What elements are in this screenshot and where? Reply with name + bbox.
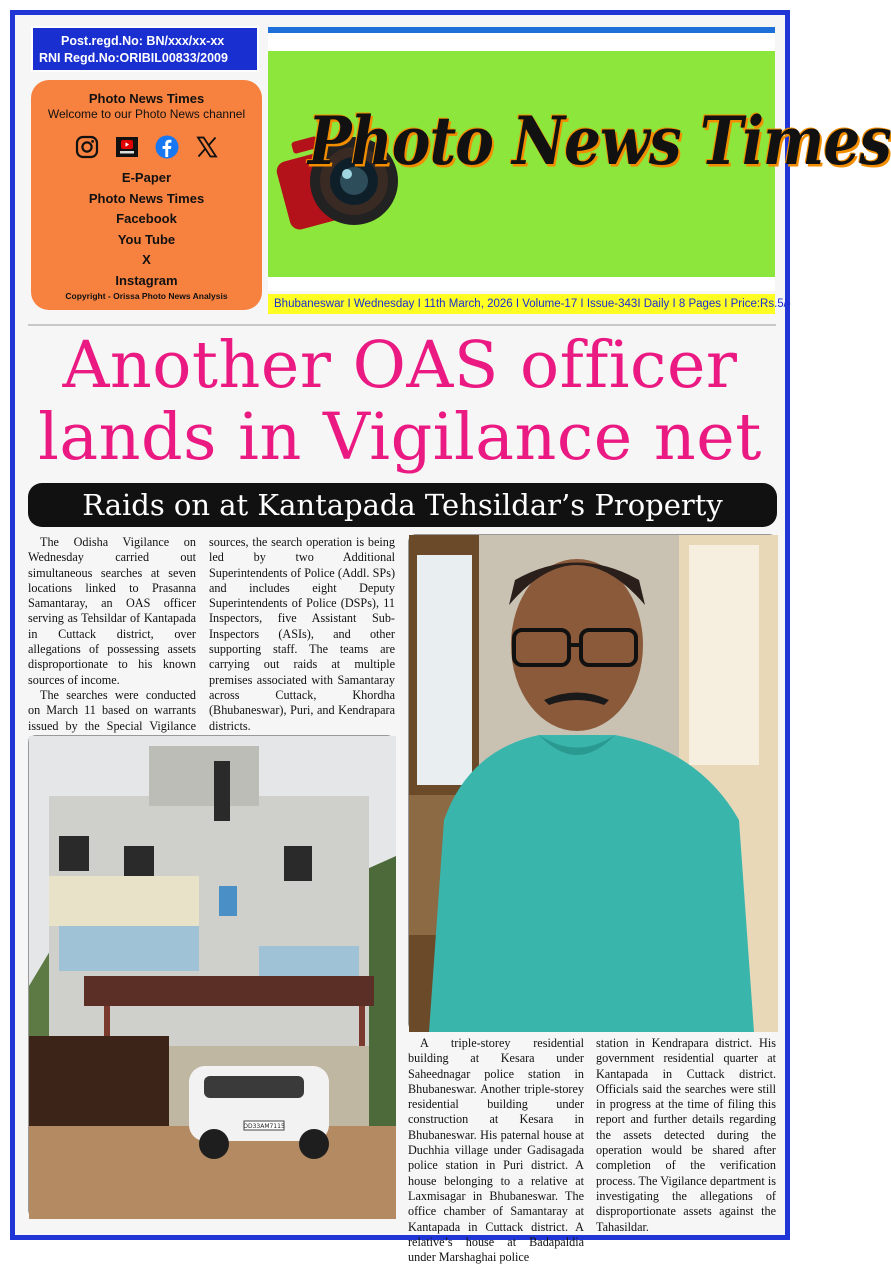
masthead-banner [268,27,891,287]
paragraph: sources, the search operation is being led by two Additional Superintendents of Police (Addl. SPs) and includes eight Deputy Superintendents of Police (DSPs), 11 Inspectors, five Assistant Sub-Inspectors (ASIs), and other supporting staff. The teams are carrying out raids at multiple premises associated with Samantaray across Cuttack, Khordha (Bhubaneswar), Puri, and Kendrapara districts. [209,535,395,733]
social-title: Photo News Times [88,91,205,106]
article-column-4 [596,1036,776,1235]
social-welcome: Welcome to our Photo News channel [47,107,246,121]
headline-line-2: lands in Vigilance net [38,400,762,475]
x-icon[interactable] [195,135,219,159]
social-links [31,168,262,291]
headline [16,330,784,474]
article-column-1 [28,535,196,764]
paragraph: The searches were conducted on March 11 based on warrants issued by the Special Vigilance [28,687,196,733]
copyright-text: Copyright - Orissa Photo News Analysis [65,291,228,301]
link-instagram[interactable]: Instagram [115,272,178,288]
article-column-3 [408,1036,584,1265]
newspaper-logo: Photo News Times [308,101,891,181]
paragraph: station in Kendrapara district. His government residential quarter at Kantapada in Cuttack district. Officials said the searches were still in progress at the time of filing this report and further details regarding the assets detected during the operation would be shared after completion of the verification process. The Vigilance department is investigating the allegations of disproportionate assets against the Tahasildar. [596,1036,776,1234]
car-number-plate: OD33AM7115 [243,1123,285,1130]
building-photo [28,735,395,1218]
rni-regd-number: RNI Regd.No:ORIBIL00833/2009 [39,51,228,65]
subheadline: Raids on at Kantapada Tehsildar’s Property [28,483,777,527]
paragraph: A triple-storey residential building at Kesara under Saheednagar police station in Bhubaneswar. Another triple-storey residential building under construction at Kesara in Bhubaneswar. His paternal house at Duchhia village under Gadisagada police station in Puri district. A house belonging to a relative at Laxmisagar in Bhubaneswar. The office chamber of Samantaray at Kantapada in Cuttack district. A relative’s house at Badapaldia under Marshaghai police [408,1036,584,1265]
link-x[interactable]: X [142,252,151,267]
dateline: Bhubaneswar I Wednesday I 11th March, 2026 I Volume-17 I Issue-343I Daily I 8 Pages I Price:Rs.5/- [268,294,775,314]
officer-photo [408,534,777,1031]
headline-line-1: Another OAS officer [62,328,738,403]
instagram-icon[interactable] [75,135,99,159]
link-youtube[interactable]: You Tube [117,231,176,247]
registration-box [31,26,259,72]
link-facebook[interactable]: Facebook [116,211,177,226]
facebook-icon[interactable] [155,135,179,159]
postal-regd-number: Post.regd.No: BN/xxx/xx-xx [61,34,225,48]
youtube-icon[interactable] [115,135,139,159]
masthead-divider [28,324,776,326]
link-photo-news-times[interactable]: Photo News Times [88,190,205,206]
social-panel [31,80,262,310]
link-epaper[interactable]: E-Paper [121,170,172,185]
paragraph: The Odisha Vigilance on Wednesday carried out simultaneous searches at seven locations linked to Prasanna Samantaray, an OAS officer serving as Tehsildar of Kantapada in Cuttack district, over allegations of possessing assets disproportionate to his known sources of income. [28,535,196,687]
